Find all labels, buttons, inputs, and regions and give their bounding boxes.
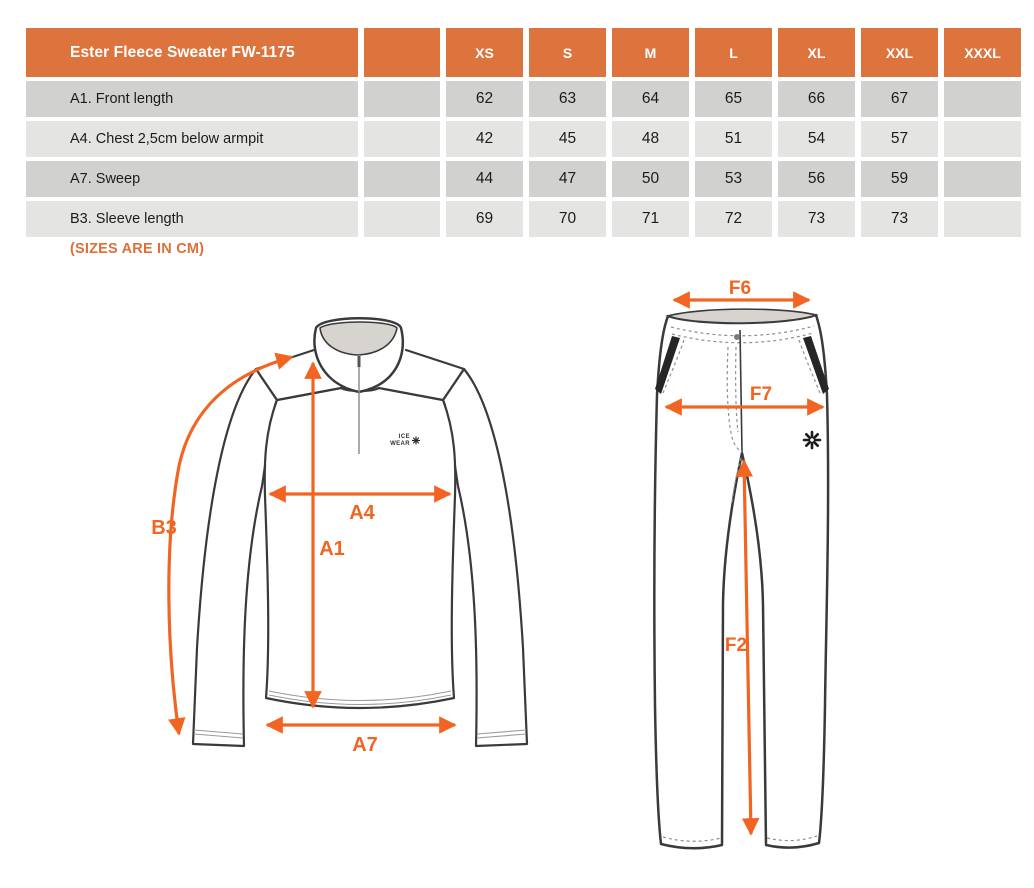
waist-button (734, 334, 740, 340)
measurement-value: 47 (529, 161, 606, 197)
measurement-value: 69 (446, 201, 523, 237)
a7-label: A7 (352, 734, 378, 756)
measurement-value: 70 (529, 201, 606, 237)
row-spacer-cell (364, 161, 440, 197)
b3-label: B3 (151, 517, 177, 539)
measurement-label: A1. Front length (26, 81, 358, 117)
row-spacer-cell (364, 121, 440, 157)
measurement-value: 56 (778, 161, 855, 197)
sweater-drawing (151, 318, 527, 756)
measurement-value (944, 161, 1021, 197)
sweater-right-sleeve (443, 369, 527, 746)
table-row (26, 161, 1021, 197)
measurement-label: A4. Chest 2,5cm below armpit (26, 121, 358, 157)
logo-text-top: ICE (398, 434, 410, 440)
snowflake-icon (804, 432, 820, 448)
f7-label: F7 (749, 384, 773, 405)
size-header-m: M (612, 28, 689, 77)
measurement-value: 44 (446, 161, 523, 197)
measurement-value: 48 (612, 121, 689, 157)
measurement-value: 45 (529, 121, 606, 157)
measurement-value: 63 (529, 81, 606, 117)
measurement-value: 51 (695, 121, 772, 157)
measurement-value: 65 (695, 81, 772, 117)
table-row (26, 81, 1021, 117)
sizes-unit-note: (SIZES ARE IN CM) (70, 241, 205, 257)
measurement-value: 53 (695, 161, 772, 197)
a4-label: A4 (349, 502, 375, 524)
header-spacer-cell (364, 28, 440, 77)
table-header-row (26, 28, 1021, 77)
size-header-xxl: XXL (861, 28, 938, 77)
measurement-value (944, 201, 1021, 237)
size-header-xl: XL (778, 28, 855, 77)
sweater-body (265, 388, 456, 708)
size-table (20, 24, 1027, 241)
measurement-label: B3. Sleeve length (26, 201, 358, 237)
row-spacer-cell (364, 81, 440, 117)
measurement-value (944, 121, 1021, 157)
row-spacer-cell (364, 201, 440, 237)
size-header-xs: XS (446, 28, 523, 77)
measurement-value (944, 81, 1021, 117)
measurement-value: 59 (861, 161, 938, 197)
sweater-left-sleeve (193, 369, 277, 746)
measurement-value: 72 (695, 201, 772, 237)
size-header-xxxl: XXXL (944, 28, 1021, 77)
size-header-s: S (529, 28, 606, 77)
measurement-value: 73 (861, 201, 938, 237)
measurement-value: 73 (778, 201, 855, 237)
measurement-value: 54 (778, 121, 855, 157)
measurement-value: 50 (612, 161, 689, 197)
snowflake-icon (413, 437, 420, 444)
size-header-l: L (695, 28, 772, 77)
logo-text-bottom: WEAR (390, 441, 410, 447)
f6-label: F6 (728, 278, 752, 299)
f2-label: F2 (724, 635, 748, 656)
table-row (26, 201, 1021, 237)
measurement-label: A7. Sweep (26, 161, 358, 197)
measurement-value: 66 (778, 81, 855, 117)
table-title: Ester Fleece Sweater FW-1175 (26, 28, 358, 77)
table-row (26, 121, 1021, 157)
measurement-value: 67 (861, 81, 938, 117)
measurement-value: 62 (446, 81, 523, 117)
pants-drawing (654, 278, 829, 848)
measurement-value: 71 (612, 201, 689, 237)
a1-label: A1 (319, 538, 345, 560)
measurement-value: 57 (861, 121, 938, 157)
measurement-diagram (0, 270, 1034, 888)
measurement-value: 64 (612, 81, 689, 117)
measurement-value: 42 (446, 121, 523, 157)
